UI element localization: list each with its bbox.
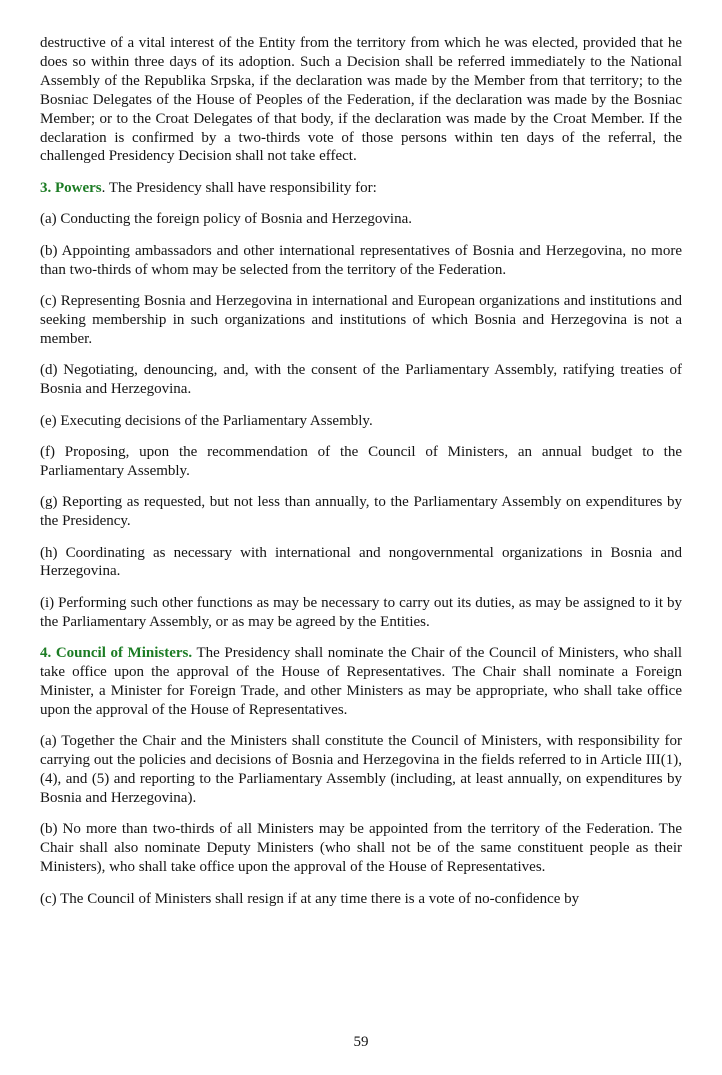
section3-heading: [40, 179, 682, 198]
section4-item-b: (b) No more than two-thirds of all Ministers may be appointed from the territory of the Federation. The Chair shall also nominate Deputy Ministers (who shall not be of the same constituent people as their Ministers), who shall take office upon the approval of the House of Representatives.: [40, 821, 682, 876]
section3-heading-rest: . The Presidency shall have responsibility for:: [101, 179, 377, 196]
section3-item-b: (b) Appointing ambassadors and other international representatives of Bosnia and Herzegovina, no more than two-thirds of whom may be selected from the territory of the Federation.: [40, 242, 682, 278]
section4-number-title: 4. Council of Ministers.: [40, 645, 193, 662]
section3-item-g: (g) Reporting as requested, but not less than annually, to the Parliamentary Assembly on expenditures by the Presidency.: [40, 494, 682, 530]
section3-item-f: (f) Proposing, upon the recommendation of the Council of Ministers, an annual budget to the Parliamentary Assembly.: [40, 443, 682, 479]
section4-paragraph: [40, 644, 682, 720]
page-number: 59: [353, 1034, 369, 1050]
section3-item-d: (d) Negotiating, denouncing, and, with the consent of the Parliamentary Assembly, ratifying treaties of Bosnia and Herzegovina.: [40, 362, 682, 398]
section3-item-i: (i) Performing such other functions as may be necessary to carry out its duties, as may be assigned to it by the Parliamentary Assembly, or as may be agreed by the Entities.: [40, 594, 682, 630]
section3-item-h: (h) Coordinating as necessary with international and nongovernmental organizations in Bosnia and Herzegovina.: [40, 544, 682, 580]
section3-number-title: 3. Powers: [40, 179, 102, 196]
continuation-paragraph: destructive of a vital interest of the Entity from the territory from which he was elected, provided that he does so within three days of its adoption. Such a Decision shall be referred immediately to the National Assembly of the Republika Srpska, if the declaration was made by the Member from that territory; to the Bosniac Delegates of the House of Peoples of the Federation, if the declaration was made by the Bosniac Member; or to the Croat Delegates of that body, if the declaration was made by the Croat Member. If the declaration is confirmed by a two-thirds vote of those persons within ten days of the referral, the challenged Presidency Decision shall not take effect.: [40, 35, 682, 165]
section4-item-c: (c) The Council of Ministers shall resign if at any time there is a vote of no-confidence by: [40, 890, 580, 907]
section3-item-e: (e) Executing decisions of the Parliamentary Assembly.: [40, 412, 373, 429]
section4-item-a: (a) Together the Chair and the Ministers shall constitute the Council of Ministers, with responsibility for carrying out the policies and decisions of Bosnia and Herzegovina in the fields referred to in Article III(1), (4), and (5) and reporting to the Parliamentary Assembly (including, at least annually, on expenditures by Bosnia and Herzegovina).: [40, 733, 682, 806]
section3-item-a: (a) Conducting the foreign policy of Bosnia and Herzegovina.: [40, 211, 412, 228]
section4-lead: The Presidency shall nominate the Chair of the Council of Ministers, who shall take office upon the approval of the House of Representatives. The Chair shall nominate a Foreign Minister, a Minister for Foreign Trade, and other Ministers as may be appropriate, who shall take office upon the approval of the House of Representatives.: [40, 645, 683, 718]
section3-item-c: (c) Representing Bosnia and Herzegovina in international and European organizations and institutions and seeking membership in such organizations and institutions of which Bosnia and Herzegovina is not a member.: [40, 292, 682, 347]
